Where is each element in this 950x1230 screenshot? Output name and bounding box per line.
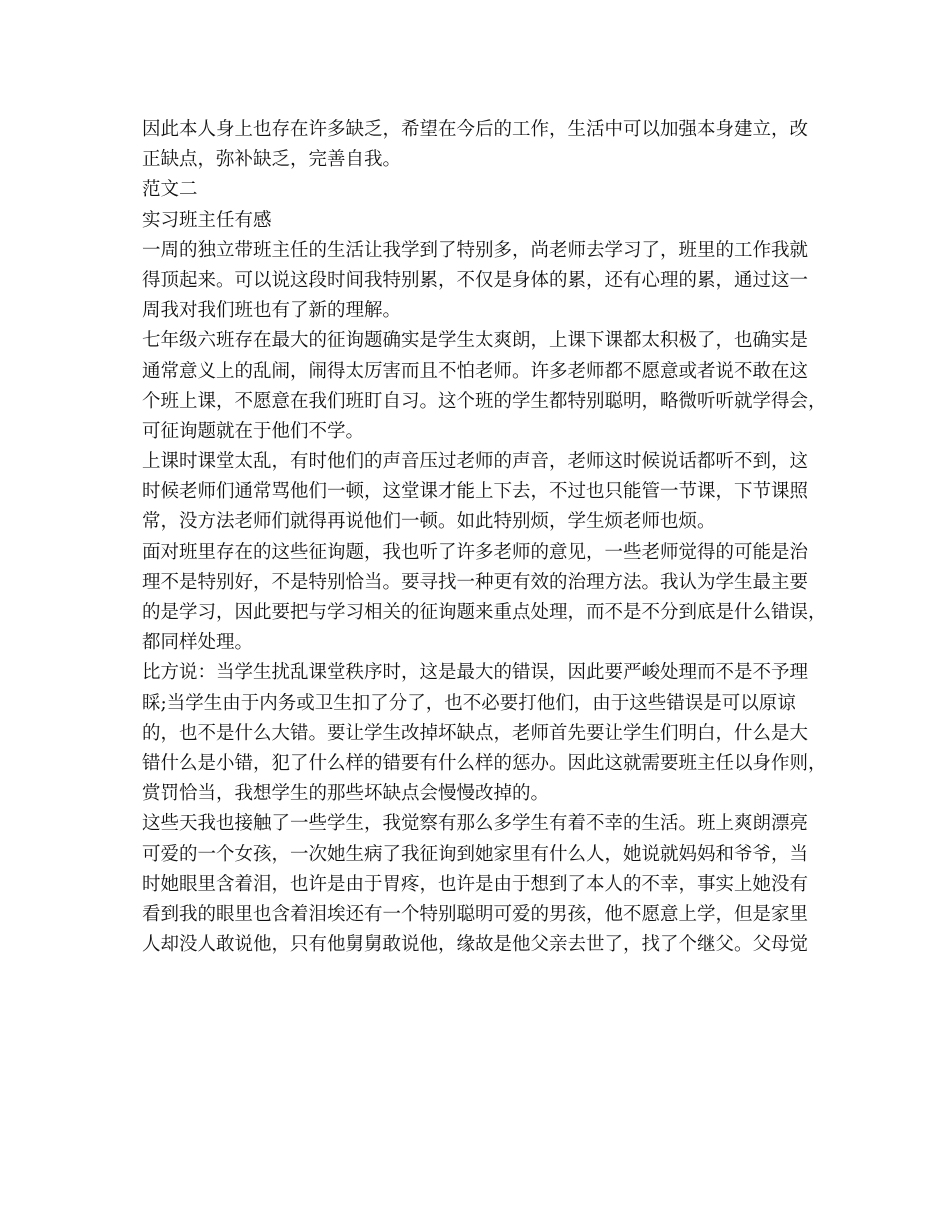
text-line-1: 因此本人身上也存在许多缺乏，希望在今后的工作，生活中可以加强本身建立，改 — [142, 119, 809, 140]
text-line-6: 得顶起来。可以说这段时间我特别累，不仅是身体的累，还有心理的累，通过这一 — [142, 269, 809, 291]
text-line-10: 个班上课，不愿意在我们班盯自习。这个班的学生都特别聪明，略微听听就学得会， — [142, 390, 827, 412]
text-line-21: 的，也不是什么大错。要让学生改掉坏缺点，老师首先要让学生们明白，什么是大 — [142, 722, 809, 744]
text-line-5: 一周的独立带班主任的生活让我学到了特别多，尚老师去学习了，班里的工作我就 — [142, 239, 809, 261]
text-line-2: 正缺点，弥补缺乏，完善自我。 — [142, 149, 402, 171]
text-line-7: 周我对我们班也有了新的理解。 — [142, 300, 402, 322]
text-line-15: 面对班里存在的这些征询题，我也听了许多老师的意见，一些老师觉得的可能是治 — [142, 541, 809, 563]
text-line-27: 看到我的眼里也含着泪埃还有一个特别聪明可爱的男孩，他不愿意上学，但是家里 — [142, 903, 809, 925]
text-line-23: 赏罚恰当，我想学生的那些坏缺点会慢慢改掉的。 — [142, 783, 550, 805]
document-body — [142, 115, 827, 960]
text-line-11: 可征询题就在于他们不学。 — [142, 420, 365, 442]
text-line-13: 时候老师们通常骂他们一顿，这堂课才能上下去，不过也只能管一节课，下节课照 — [142, 481, 809, 503]
text-line-28: 人却没人敢说他，只有他舅舅敢说他，缘故是他父亲去世了，找了个继父。父母觉 — [142, 934, 809, 956]
text-line-26: 时她眼里含着泪，也许是由于胃疼，也许是由于想到了本人的不幸，事实上她没有 — [142, 873, 809, 895]
text-line-18: 都同样处理。 — [142, 632, 254, 654]
text-line-16: 理不是特别好，不是特别恰当。要寻找一种更有效的治理方法。我认为学生最主要 — [142, 571, 809, 593]
article-title: 实习班主任有感 — [142, 209, 272, 231]
section-heading: 范文二 — [142, 179, 198, 201]
text-line-22: 错什么是小错，犯了什么样的错要有什么样的惩办。因此这就需要班主任以身作则， — [142, 752, 827, 774]
text-line-12: 上课时课堂太乱，有时他们的声音压过老师的声音，老师这时候说话都听不到，这 — [142, 451, 809, 473]
text-line-20: 睬;当学生由于内务或卫生扣了分了，也不必要打他们，由于这些错误是可以原谅 — [142, 692, 796, 714]
text-line-17: 的是学习，因此要把与学习相关的征询题来重点处理，而不是不分到底是什么错误， — [142, 602, 827, 623]
text-line-25: 可爱的一个女孩，一次她生病了我征询到她家里有什么人，她说就妈妈和爷爷，当 — [142, 843, 809, 865]
text-line-9: 通常意义上的乱闹，闹得太厉害而且不怕老师。许多老师都不愿意或者说不敢在这 — [142, 360, 809, 382]
text-line-8: 七年级六班存在最大的征询题确实是学生太爽朗，上课下课都太积极了，也确实是 — [142, 330, 809, 352]
text-line-24: 这些天我也接触了一些学生，我觉察有那么多学生有着不幸的生活。班上爽朗漂亮 — [142, 813, 809, 835]
text-line-14: 常，没方法老师们就得再说他们一顿。如此特别烦，学生烦老师也烦。 — [142, 511, 716, 533]
text-line-19: 比方说：当学生扰乱课堂秩序时，这是最大的错误，因此要严峻处理而不是不予理 — [142, 662, 809, 684]
